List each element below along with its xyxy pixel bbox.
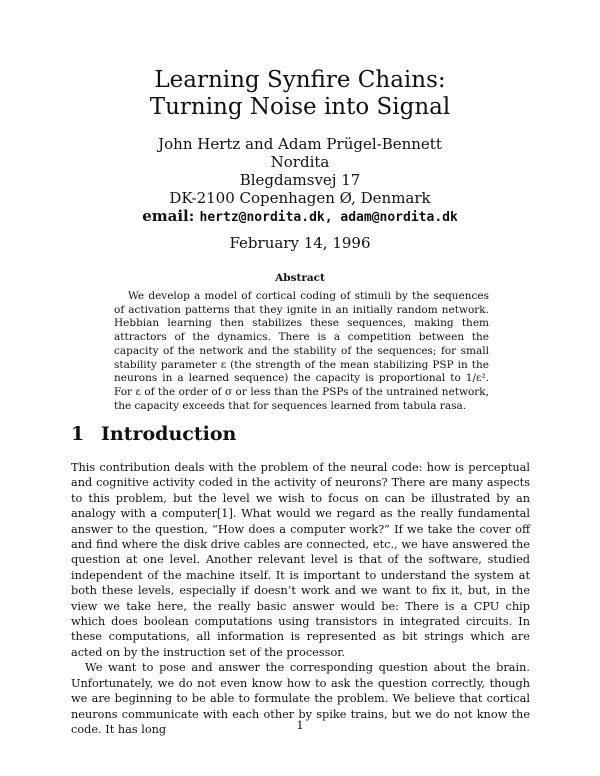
email-label: email: xyxy=(142,207,195,225)
body-paragraph: We want to pose and answer the corresponding question about the brain. Unfortunately, we do not even know how to ask the question correctly, though we are beginning to be able to formulate the problem. We believe that cortical neurons communicate with each other by spike trains, but we do not know the code. It has long xyxy=(71,661,530,736)
section-number: 1 xyxy=(71,423,85,445)
email-line xyxy=(0,207,600,227)
abstract-body xyxy=(114,290,489,413)
author-names: John Hertz and Adam Prügel-Bennett xyxy=(158,135,442,153)
address-street: Blegdamsvej 17 xyxy=(239,171,361,189)
institution: Nordita xyxy=(270,153,330,171)
paper-date: February 14, 1996 xyxy=(229,234,371,252)
address-city: DK-2100 Copenhagen Ø, Denmark xyxy=(169,189,431,207)
body-text xyxy=(71,460,530,737)
page-number: 1 xyxy=(296,718,304,732)
abstract-heading: Abstract xyxy=(275,272,325,284)
section-heading xyxy=(71,423,236,445)
paper-title-line1: Learning Synfire Chains: xyxy=(154,67,446,93)
email-addresses: hertz@nordita.dk, adam@nordita.dk xyxy=(199,210,458,225)
paper-title-line2: Turning Noise into Signal xyxy=(149,94,451,120)
body-paragraph: This contribution deals with the problem of the neural code: how is perceptual and cognitive activity coded in the activity of neurons? There are many aspects to this problem, but the level we wish to focus on can be illustrated by an analogy with a computer[1]. What would we regard as the really fundamental answer to the question, “How does a computer work?” If we take the cover off and find where the disk drive cables are connected, etc., we have answered the question at one level. Another relevant level is that of the software, studied independent of the machine itself. It is important to understand the system at both these levels, especially if doesn’t work and we want to fix it, but, in the view we take here, the really basic answer would be: There is a CPU chip which does boolean computations using transistors in integrated circuits. In these computations, all information is represented as bit strings which are acted on by the instruction set of the processor. xyxy=(71,461,530,659)
abstract-text: We develop a model of cortical coding of stimuli by the sequences of activation patterns that they ignite in an initially random network. Hebbian learning then stabilizes these sequences, making them attractors of the dynamics. There is a competition between the capacity of the network and the stability of the sequences; for small stability parameter ε (the strength of the mean stabilizing PSP in the neurons in a learned sequence) the capacity is proportional to 1/ε². For ε of the order of σ or less than the PSPs of the untrained network, the capacity exceeds that for sequences learned from tabula rasa. xyxy=(114,290,489,412)
section-title: Introduction xyxy=(101,423,237,445)
